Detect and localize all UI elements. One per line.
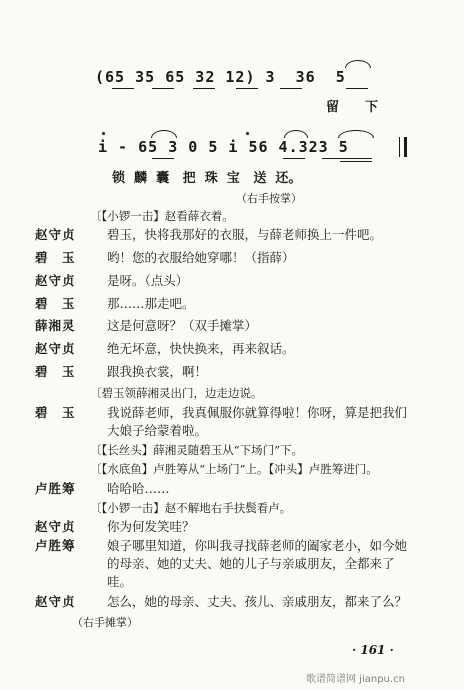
slur xyxy=(345,60,371,68)
speech-text: 哟！您的衣服给她穿哪！（指薛） xyxy=(107,250,295,265)
speaker-name: 赵守贞 xyxy=(35,273,76,288)
site-watermark: 歌谱简谱网 jianpu.cn xyxy=(306,674,405,685)
final-barline xyxy=(404,137,407,157)
lyrics-line-1: 留下 xyxy=(326,100,405,115)
gesture-note: （右手摊掌） xyxy=(72,616,138,629)
speaker-name: 卢胜筹 xyxy=(35,481,76,496)
speech-text: 绝无坏意，快快换来，再来叙话。 xyxy=(107,341,295,356)
high-dot xyxy=(102,132,105,135)
speaker-name: 卢胜筹 xyxy=(35,538,76,553)
speaker-name: 赵守贞 xyxy=(35,227,76,242)
speech-text: 跟我换衣裳，啊！ xyxy=(107,364,208,379)
speaker-name: 碧 玉 xyxy=(35,405,76,420)
page-number: · 161 · xyxy=(352,643,394,657)
barline xyxy=(399,137,400,157)
underline xyxy=(152,88,174,89)
speech-text: 怎么，她的母亲、丈夫、孩儿、亲戚朋友，都来了么？ xyxy=(107,594,408,609)
speech-text: 是呀。（点头） xyxy=(107,273,189,288)
speaker-name: 碧 玉 xyxy=(35,250,76,265)
speech-text: 碧玉，快将我那好的衣服，与薛老师换上一件吧。 xyxy=(107,227,383,242)
slur xyxy=(284,130,308,138)
speaker-name: 赵守贞 xyxy=(35,594,76,609)
underline xyxy=(193,88,215,89)
speech-text: 大娘子给蒙着啦。 xyxy=(107,423,208,438)
speech-text: 的母亲、她的丈夫、她的儿子与亲戚朋友，全都来了 xyxy=(107,556,395,571)
speech-text: 我说薛老师，我真佩服你就算得啦！你呀，算是把我们 xyxy=(107,405,408,420)
speaker-name: 碧 玉 xyxy=(35,364,76,379)
speech-text: 哈哈哈…… xyxy=(107,481,170,496)
underline xyxy=(322,158,372,159)
underline xyxy=(340,161,372,162)
speaker-name: 赵守贞 xyxy=(35,519,76,534)
stage-direction: 〔【小锣一击】赵不解地右手扶鬓看卢。 xyxy=(90,501,292,515)
underline xyxy=(112,88,134,89)
underline xyxy=(236,88,258,89)
underline xyxy=(283,158,305,159)
speech-text: 娘子哪里知道，你叫我寻找薛老师的阖家老小，如今她 xyxy=(107,538,408,553)
speech-text: 这是何意呀？（双手摊掌） xyxy=(107,318,258,333)
underline xyxy=(152,158,174,159)
notation-line-2: i - 65 3 0 5 i 56 4.323 5 xyxy=(98,138,349,156)
stage-direction: 〔【小锣一击】赵看薛衣着。 xyxy=(90,209,234,223)
lyrics-line-2: 锁 麟 囊 把 珠 宝 送 还。 xyxy=(112,171,302,186)
speech-text: 哇。 xyxy=(107,574,133,589)
high-dot xyxy=(246,132,249,135)
speaker-name: 赵守贞 xyxy=(35,341,76,356)
stage-direction: 〔【水底鱼】卢胜筹从“上场门”上。【冲头】卢胜筹进门。 xyxy=(90,462,378,476)
stage-direction: 〔碧玉领薛湘灵出门，边走边说。 xyxy=(90,386,263,400)
notation-line-1: (65 35 65 32 12) 3 36 5 xyxy=(95,68,346,86)
gesture-note: （右手按掌） xyxy=(236,192,302,205)
speaker-name: 薛湘灵 xyxy=(35,318,76,333)
underline xyxy=(280,88,302,89)
speech-text: 那……那走吧。 xyxy=(107,296,195,311)
underline xyxy=(346,88,368,89)
speaker-name: 碧 玉 xyxy=(35,296,76,311)
stage-direction: 〔【长丝头】薛湘灵随碧玉从“下场门”下。 xyxy=(90,443,304,457)
slur xyxy=(338,130,374,138)
slur xyxy=(151,130,177,138)
speech-text: 你为何发笑哇？ xyxy=(107,519,195,534)
